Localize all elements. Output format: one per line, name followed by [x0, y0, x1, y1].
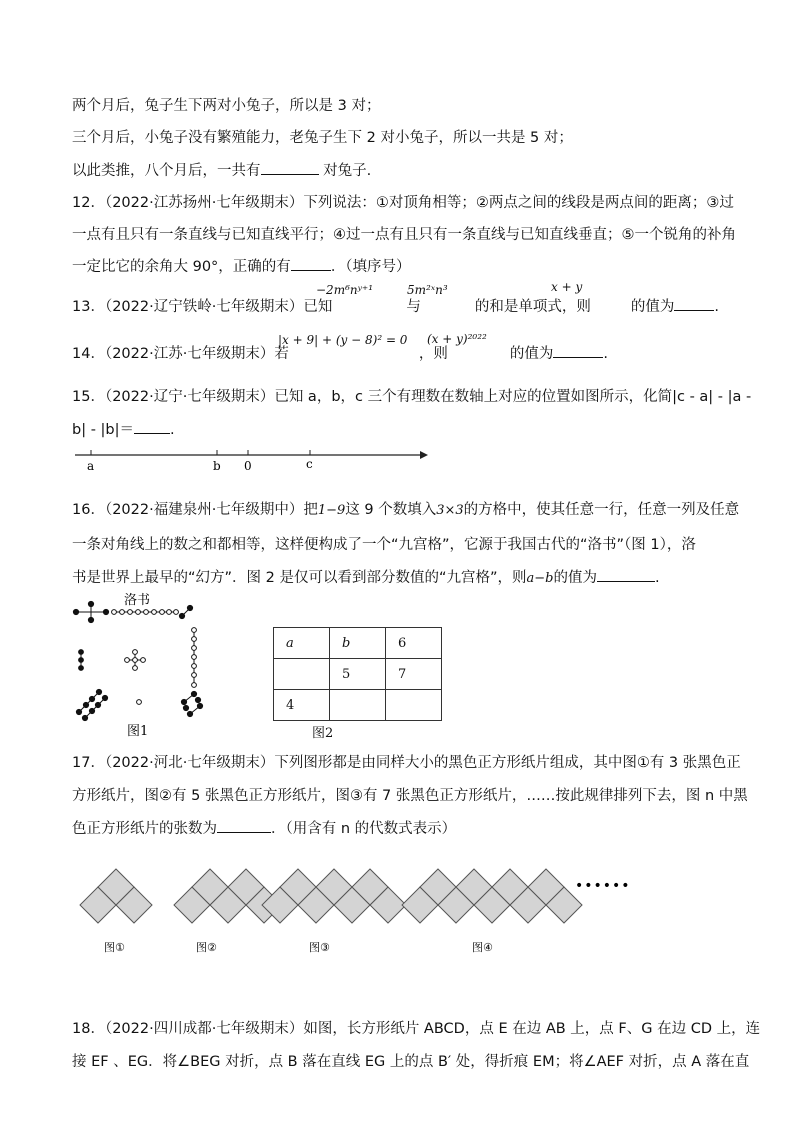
luoshu-figure — [72, 590, 222, 740]
grid-cell — [274, 659, 330, 690]
text-line: ．（用含有 n 的代数式表示） — [271, 821, 457, 837]
question-14: 14．（2022·江苏·七年级期末）若 ，则 的值为 . — [72, 343, 608, 364]
nine-grid — [273, 627, 442, 721]
number-line-label: c — [306, 457, 313, 471]
text-line: 的方格中，使其任意一行，任意一列及任意 — [463, 502, 740, 518]
text-line: 两个月后，兔子生下两对小兔子，所以是 3 对； — [72, 98, 381, 114]
question-15-line — [72, 419, 175, 440]
grid-cell: b — [330, 628, 386, 659]
question-17: 17．（2022·河北·七年级期末）下列图形都是由同样大小的黑色正方形纸片组成，其中图①有 3 张黑色正 — [72, 755, 741, 771]
number-line-label: b — [213, 459, 221, 473]
number-line — [72, 444, 432, 474]
text-line: 对兔子. — [318, 163, 372, 179]
question-18: 18．（2022·四川成都·七年级期末）如图，长方形纸片 ABCD，点 E 在边 AB 上，点 F、G 在边 CD 上，连 — [72, 1021, 761, 1037]
grid-cell: 6 — [386, 628, 442, 659]
formula: x + y — [551, 280, 583, 294]
answer-blank — [291, 256, 331, 271]
continuation-dots: •••••• — [575, 878, 631, 894]
text-line: 三个月后，小兔子没有繁殖能力，老兔子生下 2 对小兔子，所以一共是 5 对； — [72, 130, 573, 146]
text-line: 的值为 — [630, 299, 675, 315]
grid-cell: 7 — [386, 659, 442, 690]
text-line — [72, 160, 371, 181]
text-line: . — [654, 570, 660, 586]
text-line: ．（填序号） — [330, 259, 411, 275]
text-line: 13．（2022·辽宁铁岭·七年级期末）已知 — [72, 299, 333, 315]
figure-caption: 图④ — [472, 941, 493, 954]
text-line: 14．（2022·江苏·七年级期末）若 — [72, 346, 289, 362]
figure-caption: 图① — [104, 941, 125, 954]
number-line-label: a — [87, 459, 95, 473]
grid-cell: a — [274, 628, 330, 659]
grid-cell: 4 — [274, 690, 330, 721]
answer-blank — [134, 419, 170, 434]
answer-blank — [217, 818, 271, 833]
formula: |x + 9| + (y − 8)² = 0 — [278, 333, 408, 347]
formula: a−b — [526, 571, 554, 586]
figure-caption: 图② — [196, 941, 217, 954]
text-line: 一定比它的余角大 90°，正确的有 — [72, 259, 291, 275]
text-line: 色正方形纸片的张数为 — [72, 821, 217, 837]
text-line: 的值为 — [509, 346, 554, 362]
luoshu-title: 洛书 — [124, 593, 151, 608]
answer-blank — [261, 160, 319, 175]
grid-cell — [330, 690, 386, 721]
question-16-line: 一条对角线上的数之和都相等，这样便构成了一个“九宫格”，它源于我国古代的“洛书”（图 1），洛 — [72, 537, 696, 553]
formula: 3×3 — [436, 503, 464, 518]
answer-blank — [553, 343, 603, 358]
formula: −2m⁶nʸ⁺¹ — [316, 283, 374, 297]
question-12-line — [72, 256, 411, 277]
figure-caption: 图2 — [312, 726, 334, 741]
question-16 — [72, 500, 739, 521]
question-13: 13．（2022·辽宁铁岭·七年级期末）已知 与 的和是单项式，则 的值为 . — [72, 296, 719, 317]
question-12-line: 一点有且只有一条直线与已知直线平行；④过一点有且只有一条直线与已知直线垂直；⑤一个锐角的补角 — [72, 227, 736, 243]
figure-caption: 图③ — [309, 941, 330, 954]
text-line: b| - |b|＝ — [72, 422, 135, 438]
question-18-line: 接 EF 、EG．将∠BEG 对折，点 B 落在直线 EG 上的点 B′ 处，得折痕 EM；将∠AEF 对折，点 A 落在直 — [72, 1054, 750, 1070]
figure-caption: 图1 — [127, 724, 149, 739]
text-line: . — [170, 422, 175, 438]
text-line: 这 9 个数填入 — [345, 502, 437, 518]
formula: 1−9 — [317, 503, 346, 518]
formula: 5m²ˣn³ — [407, 283, 448, 297]
grid-cell — [386, 690, 442, 721]
question-17-line — [72, 818, 456, 839]
text-line: 的和是单项式，则 — [474, 299, 591, 315]
text-line: 书是世界上最早的“幻方”．图 2 是仅可以看到部分数值的“九宫格”，则 — [72, 570, 527, 586]
text-line: 的值为 — [553, 570, 597, 586]
text-line: 与 — [406, 299, 421, 315]
square-pattern-figures-detail — [72, 850, 632, 960]
grid-cell: 5 — [330, 659, 386, 690]
answer-blank — [597, 567, 655, 582]
question-17-line: 方形纸片，图②有 5 张黑色正方形纸片，图③有 7 张黑色正方形纸片，……按此规律排列下去，图 n 中黑 — [72, 788, 748, 804]
number-line-label: 0 — [244, 459, 252, 473]
answer-blank — [674, 296, 714, 311]
question-16-line — [72, 567, 660, 589]
question-15: 15．（2022·辽宁·七年级期末）已知 a，b，c 三个有理数在数轴上对应的位置如图所示，化简|c - a| - |a - — [72, 389, 752, 405]
text-line: ，则 — [418, 346, 448, 362]
question-12: 12．（2022·江苏扬州·七年级期末）下列说法：①对顶角相等；②两点之间的线段是两点间的距离；③过 — [72, 195, 734, 211]
text-line: 以此类推，八个月后，一共有 — [72, 163, 261, 179]
text-line: 16．（2022·福建泉州·七年级期中）把 — [72, 502, 318, 518]
formula: (x + y)²⁰²² — [427, 332, 487, 346]
